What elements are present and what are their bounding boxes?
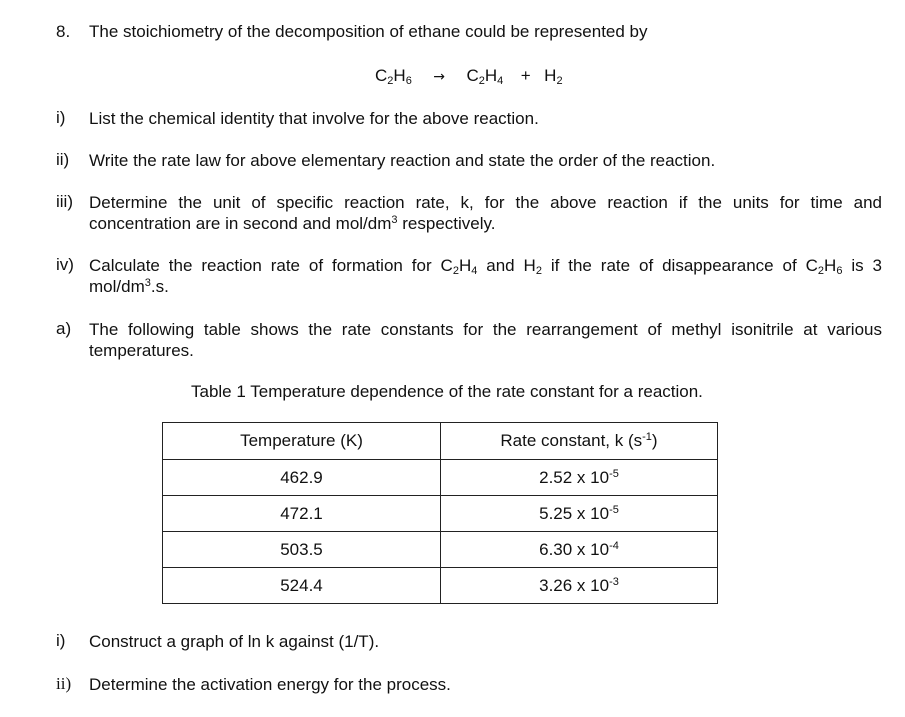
header-temperature: Temperature (K) [163, 423, 441, 460]
table-row [163, 496, 718, 532]
part-a-marker: a) [56, 319, 72, 338]
product-1: $C_2H_4$ [466, 66, 504, 87]
reactant: $C_2H_6$ [375, 66, 412, 87]
part-i-marker: i) [56, 108, 66, 127]
cell-rate-constant: 3.26 x $10^{-3}$ [441, 568, 718, 604]
question-number: 8. [56, 22, 71, 41]
cell-rate-constant: 6.30 x $10^{-4}$ [441, 532, 718, 568]
subpart-ii-marker: ii) [56, 674, 72, 693]
subpart-i-text: Construct a graph of ln k against (1/T). [89, 632, 380, 651]
part-iii-text: Determine the unit of specific reaction rate, k, for the above reaction if the units for time and concentration are in second and mol/$dm^3$ respectively. [89, 193, 882, 233]
product-2: $H_2$ [544, 66, 563, 87]
rate-constant-table [162, 422, 718, 604]
cell-temperature: 462.9 [163, 460, 441, 496]
subpart-i-marker: i) [56, 631, 66, 650]
plus-sign: + [520, 66, 531, 85]
table-caption: Table 1 Temperature dependence of the rate constant for a reaction. [191, 382, 703, 401]
part-a-text: The following table shows the rate constants for the rearrangement of methyl isonitrile at various temperatures. [89, 320, 882, 360]
part-iii-marker: iii) [56, 192, 73, 211]
part-ii-text: Write the rate law for above elementary reaction and state the order of the reaction. [89, 151, 716, 170]
table-row [163, 460, 718, 496]
cell-temperature: 472.1 [163, 496, 441, 532]
table-row [163, 568, 718, 604]
cell-temperature: 524.4 [163, 568, 441, 604]
subpart-ii-text: Determine the activation energy for the process. [89, 675, 451, 694]
cell-rate-constant: 5.25 x $10^{-5}$ [441, 496, 718, 532]
part-ii-marker: ii) [56, 150, 70, 169]
reaction-equation [375, 66, 563, 86]
part-i-text: List the chemical identity that involve for the above reaction. [89, 109, 539, 128]
table-header-row [163, 423, 718, 460]
cell-temperature: 503.5 [163, 532, 441, 568]
cell-rate-constant: 2.52 x $10^{-5}$ [441, 460, 718, 496]
question-text: The stoichiometry of the decomposition of ethane could be represented by [89, 22, 648, 41]
table-row [163, 532, 718, 568]
header-rate-constant: Rate constant, k $(s^{-1})$ [441, 423, 718, 460]
part-iv-marker: iv) [56, 255, 74, 274]
part-iv-text: Calculate the reaction rate of formation for $C_2H_4$ and $H_2$ if the rate of disappearance of $C_2H_6$ is 3 mol/$dm^3.s$. [89, 256, 882, 296]
reaction-arrow: → [433, 69, 446, 85]
